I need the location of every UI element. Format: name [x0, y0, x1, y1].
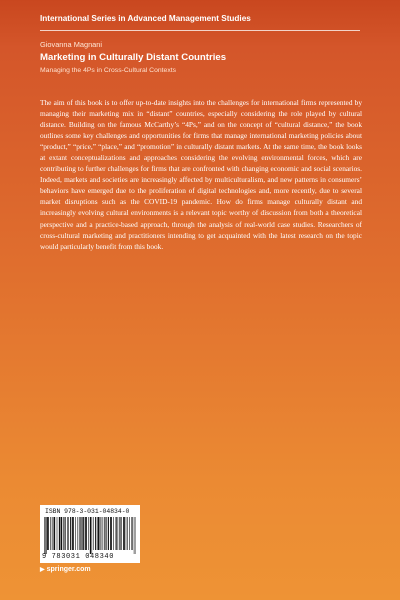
ean-digits: 9 783031 048340 — [42, 553, 115, 561]
barcode-bar — [44, 517, 45, 554]
barcode-bar — [110, 517, 112, 550]
barcode-bar — [68, 517, 69, 550]
barcode-bar — [88, 517, 89, 550]
barcode-bar — [54, 517, 55, 550]
barcode-bar — [95, 517, 96, 550]
barcode-bar — [120, 517, 121, 550]
barcode-bars — [44, 517, 136, 554]
barcode-bar — [134, 517, 135, 554]
barcode-bar — [127, 517, 128, 550]
series-title: International Series in Advanced Management Studies — [40, 14, 251, 23]
barcode-bar — [75, 517, 76, 550]
barcode-bar — [131, 517, 132, 550]
barcode-bar — [92, 517, 93, 554]
barcode-bar — [63, 517, 64, 550]
barcode-panel — [40, 505, 140, 563]
barcode-bar — [72, 517, 74, 550]
barcode-bar — [47, 517, 49, 550]
isbn-number: ISBN 978-3-031-04834-0 — [45, 508, 130, 515]
barcode-bar — [83, 517, 84, 550]
barcode-bar — [119, 517, 120, 550]
barcode-bar — [104, 517, 105, 550]
barcode-bar — [108, 517, 109, 550]
author-name: Giovanna Magnani — [40, 40, 103, 49]
barcode-bar — [57, 517, 58, 550]
barcode-bar — [80, 517, 81, 550]
publisher-url: springer.com — [46, 566, 91, 573]
barcode-bar — [79, 517, 80, 550]
barcode-bar — [53, 517, 54, 550]
barcode-bar — [118, 517, 119, 550]
barcode-bar — [103, 517, 104, 550]
barcode-bar — [101, 517, 102, 550]
barcode-bar — [116, 517, 117, 550]
barcode-bar — [52, 517, 53, 550]
triangle-right-icon: ▶ — [40, 567, 45, 573]
barcode-bar — [113, 517, 114, 550]
barcode-bar — [61, 517, 63, 550]
barcode-bar — [93, 517, 94, 550]
barcode-bar — [129, 517, 130, 550]
barcode-bar — [85, 517, 87, 550]
barcode-bar — [82, 517, 83, 550]
book-title: Marketing in Culturally Distant Countries — [40, 52, 227, 63]
barcode-bar — [59, 517, 60, 550]
barcode-bar — [70, 517, 71, 550]
barcode-bar — [126, 517, 127, 550]
barcode-bar — [97, 517, 99, 550]
barcode-bar — [50, 517, 51, 550]
barcode-bar — [67, 517, 68, 550]
barcode-bar — [65, 517, 66, 550]
barcode-bar — [100, 517, 101, 550]
barcode-bar — [90, 517, 91, 554]
book-description: The aim of this book is to offer up-to-date insights into the challenges for international firms represented by managing their marketing mix in “distant” countries, especially considering the role played by cultural distance. Building on the famous McCarthy’s “4Ps,” and on the concept of “cultural distance,” the book outlines some key challenges and opportunities for firms that manage international marketing policies about “product,” “price,” “place,” and “promotion” in culturally distant markets. At the same time, the book looks at extant conceptualizations and approaches considering the evolving environmental forces, which are contributing to further challenges for firms that are confronted with changing economic and social scenarios. Indeed, markets and societies are increasingly affected by multiculturalism, and new patterns in consumers’ behaviors have emerged due to the proliferation of digital technologies and, more recently, due to several market disruptions such as the COVID-19 pandemic. How do firms manage culturally distant and increasingly evolving cultural environments is a relevant topic worthy of discussion from both a theoretical perspective and a practice-based approach, through the analysis of real-world case studies. Researchers of cross-cultural marketing and practitioners intending to get acquainted with the latest research on the topic would particularly benefit from this book. — [40, 98, 362, 251]
barcode-bar — [106, 517, 107, 550]
barcode-bar — [123, 517, 125, 550]
book-subtitle: Managing the 4Ps in Cross-Cultural Contexts — [40, 67, 177, 74]
publisher-link[interactable] — [40, 566, 91, 573]
header-divider — [40, 30, 360, 31]
barcode-bar — [45, 517, 46, 554]
barcode-bar — [78, 517, 79, 550]
